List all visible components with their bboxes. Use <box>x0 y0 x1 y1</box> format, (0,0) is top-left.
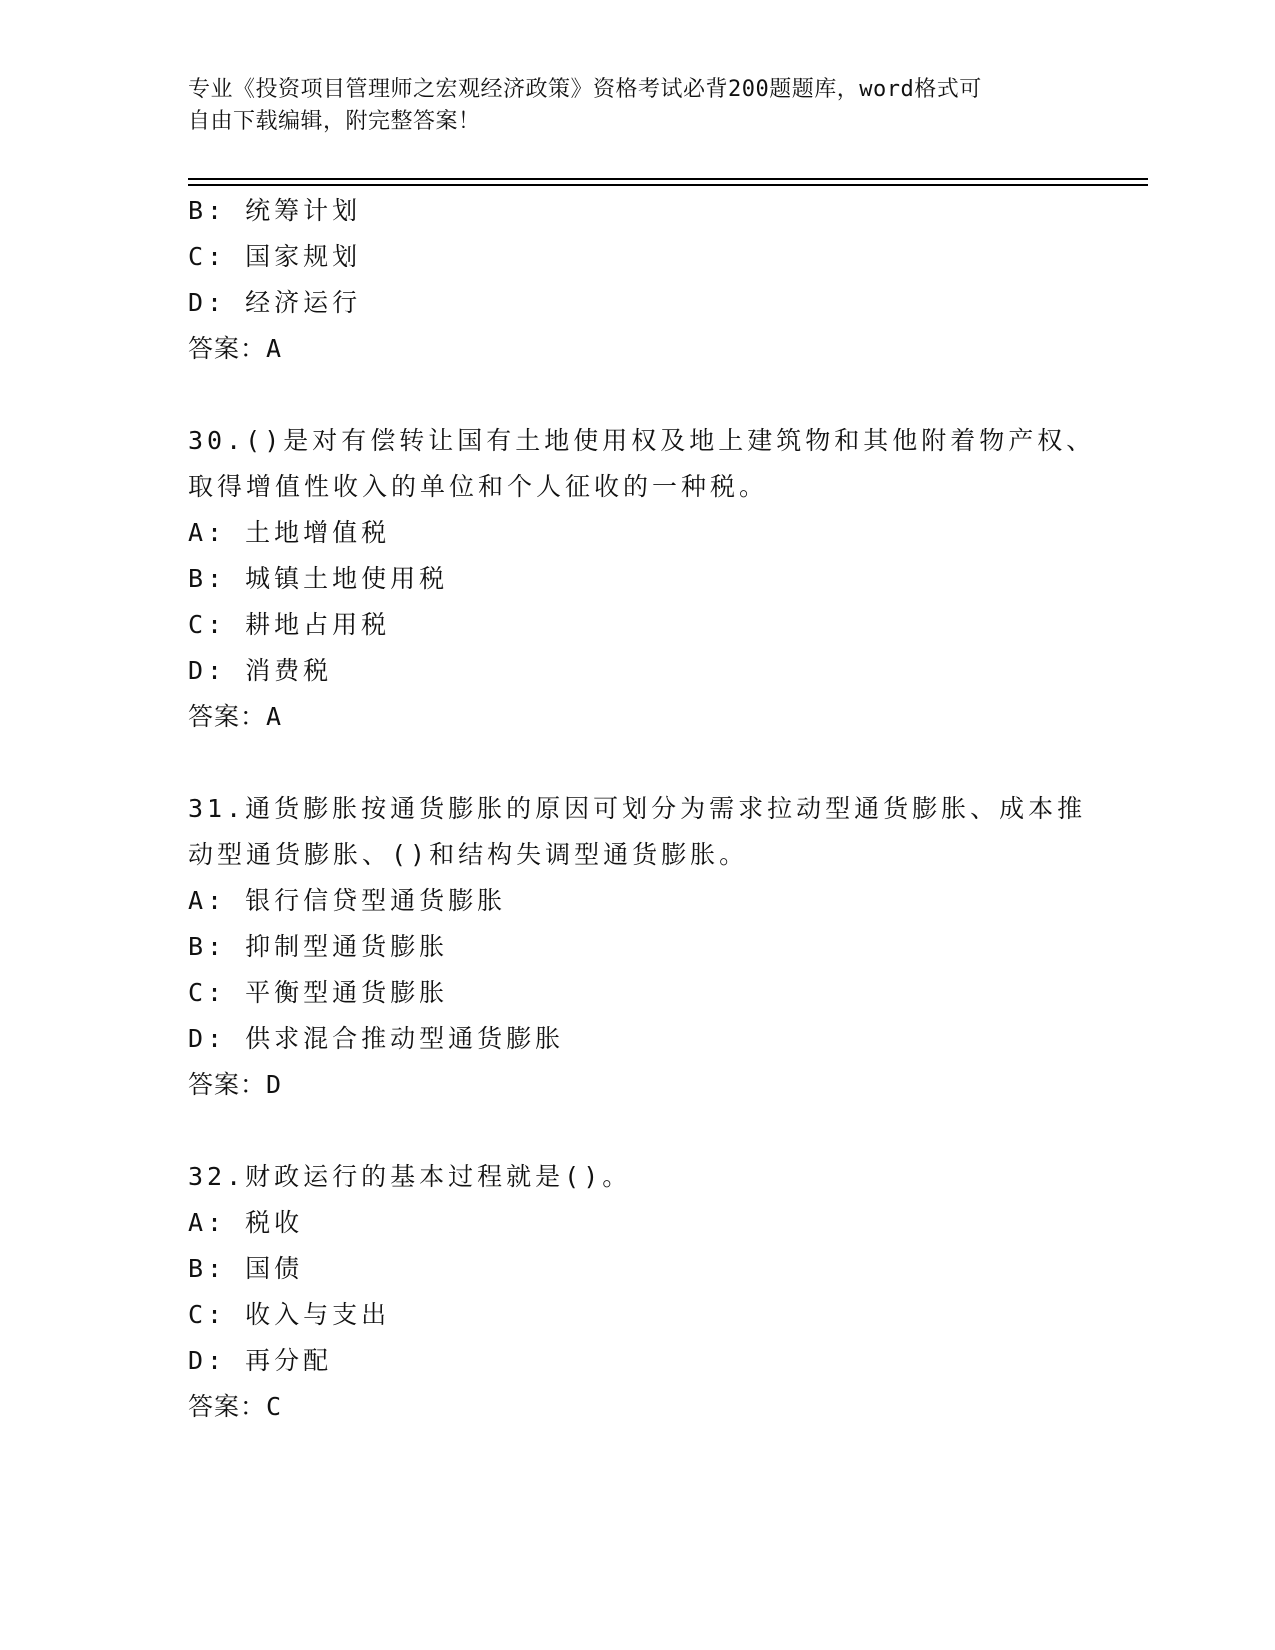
question-32 <box>188 1154 1088 1430</box>
answer-label: 答案： <box>188 1070 267 1099</box>
answer-value: A <box>266 702 283 731</box>
document-header <box>188 74 1068 138</box>
question-stem-line: 动型通货膨胀、()和结构失调型通货膨胀。 <box>188 840 749 869</box>
spacer <box>188 1108 1088 1154</box>
header-line-2: 自由下载编辑，附完整答案！ <box>188 109 481 134</box>
option-d: D: 供求混合推动型通货膨胀 <box>188 1024 565 1053</box>
answer-value: D <box>266 1070 283 1099</box>
option-d: D: 经济运行 <box>188 288 362 317</box>
option-b: B: 统筹计划 <box>188 196 362 225</box>
answer-value: C <box>266 1392 283 1421</box>
question-stem-line: 31.通货膨胀按通货膨胀的原因可划分为需求拉动型通货膨胀、成本推 <box>188 794 1087 823</box>
header-line-1: 专业《投资项目管理师之宏观经济政策》资格考试必背200题题库，word格式可 <box>188 77 982 102</box>
option-c: C: 收入与支出 <box>188 1300 391 1329</box>
header-divider-bottom <box>188 184 1148 186</box>
answer-line <box>188 1062 1088 1108</box>
header-divider-top <box>188 178 1148 180</box>
option-c: C: 国家规划 <box>188 242 362 271</box>
answer-line <box>188 694 1088 740</box>
option-a: A: 土地增值税 <box>188 518 391 547</box>
option-d: D: 消费税 <box>188 656 333 685</box>
option-b: B: 抑制型通货膨胀 <box>188 932 449 961</box>
question-content <box>188 188 1096 1430</box>
option-a: A: 税收 <box>188 1208 304 1237</box>
option-c: C: 耕地占用税 <box>188 610 391 639</box>
option-a: A: 银行信贷型通货膨胀 <box>188 886 507 915</box>
answer-label: 答案： <box>188 1392 267 1421</box>
question-30 <box>188 418 1096 740</box>
question-29-continuation <box>188 188 1088 372</box>
spacer <box>188 740 1088 786</box>
answer-label: 答案： <box>188 334 267 363</box>
question-31 <box>188 786 1088 1108</box>
option-d: D: 再分配 <box>188 1346 333 1375</box>
question-stem-line: 30.()是对有偿转让国有土地使用权及地上建筑物和其他附着物产权、 <box>188 426 1096 455</box>
answer-line <box>188 326 1088 372</box>
option-b: B: 城镇土地使用税 <box>188 564 449 593</box>
question-stem-line: 取得增值性收入的单位和个人征收的一种税。 <box>188 472 769 501</box>
question-stem-line: 32.财政运行的基本过程就是()。 <box>188 1162 632 1191</box>
option-c: C: 平衡型通货膨胀 <box>188 978 449 1007</box>
spacer <box>188 372 1088 418</box>
answer-line <box>188 1384 1088 1430</box>
answer-value: A <box>266 334 283 363</box>
option-b: B: 国债 <box>188 1254 304 1283</box>
answer-label: 答案： <box>188 702 267 731</box>
